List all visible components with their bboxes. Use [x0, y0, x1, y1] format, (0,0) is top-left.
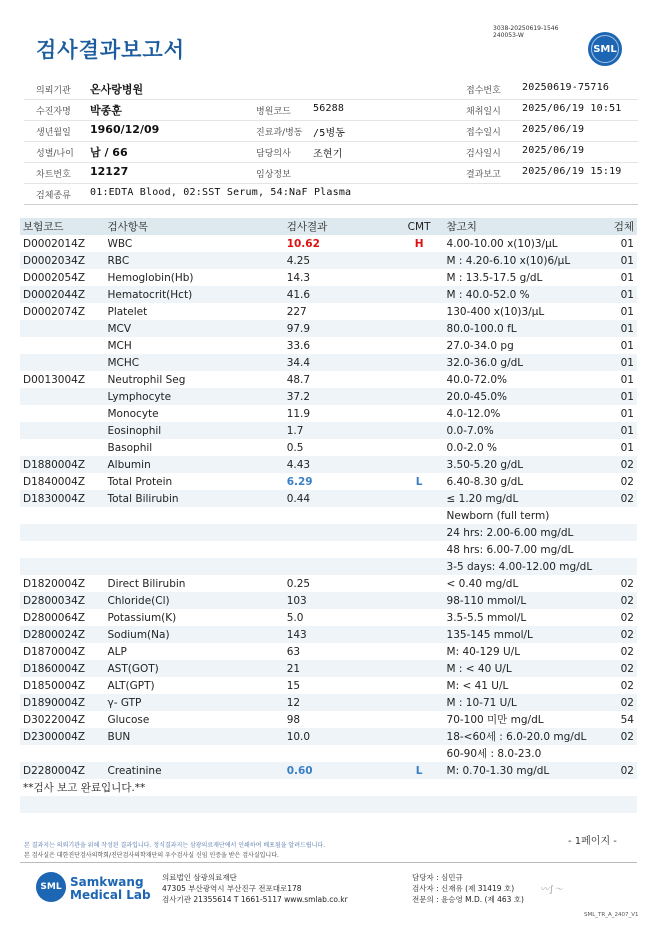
dept-label: 진료과/병동 [256, 128, 303, 138]
cell-result: 227 [286, 305, 307, 318]
hospital-label: 의뢰기관 [36, 86, 71, 96]
cell-code: D0002054Z [23, 271, 86, 284]
cell-code: D3022004Z [23, 713, 86, 726]
chart-label: 차트번호 [36, 170, 71, 180]
header-code: 보험코드 [20, 218, 105, 235]
cell-result: 1.7 [284, 422, 395, 439]
table-row [20, 524, 637, 541]
cell-code [20, 422, 105, 439]
cell-code [20, 354, 105, 371]
table-row [20, 337, 637, 354]
cell-name: Hemoglobin(Hb) [107, 271, 194, 284]
cell-code: D0013004Z [23, 373, 86, 386]
cell-result: 11.9 [286, 407, 311, 420]
cell-name: Hematocrit(Hct) [105, 286, 284, 303]
table-row [20, 694, 637, 711]
cell-result: 97.9 [284, 320, 395, 337]
cell-result: 63 [286, 645, 301, 658]
cell-code [20, 558, 105, 575]
cell-code [20, 320, 105, 337]
cell-ref: M : 10-71 U/L [444, 694, 609, 711]
cell-ref: 6.40-8.30 g/dL [446, 475, 524, 488]
sex-age-value: 남 / 66 [90, 146, 128, 159]
footer-address [162, 872, 348, 905]
table-row [20, 609, 637, 626]
table-row [20, 490, 637, 507]
cell-spec: 01 [620, 271, 634, 284]
cell-result: 5.0 [286, 611, 304, 624]
footer-staff [412, 872, 524, 905]
empty-band [20, 796, 637, 813]
cell-cmt [395, 592, 444, 609]
cell-cmt [395, 456, 444, 473]
form-code: SML_TR_A_2407_V1 [584, 912, 639, 918]
table-row [20, 388, 637, 405]
table-row [20, 558, 637, 575]
cell-ref: 48 hrs: 6.00-7.00 mg/dL [446, 543, 574, 556]
cell-name [105, 558, 284, 575]
table-row [20, 762, 637, 779]
chart-value: 12127 [90, 165, 129, 178]
cell-name: Albumin [105, 456, 284, 473]
cell-code: D1880004Z [20, 456, 105, 473]
cell-code: D0002034Z [20, 252, 105, 269]
cell-spec: 01 [608, 354, 637, 371]
table-row [20, 745, 637, 762]
cell-cmt [395, 626, 444, 643]
signature-icon: 〰∫〜 [540, 885, 563, 895]
cell-ref: 80.0-100.0 fL [444, 320, 609, 337]
cell-cmt [395, 745, 444, 762]
cell-name: Basophil [107, 441, 153, 454]
cell-code: D1860004Z [20, 660, 105, 677]
collect-label: 채취일시 [466, 107, 501, 117]
cell-result: 37.2 [284, 388, 395, 405]
footer-divider [20, 862, 637, 863]
cell-cmt [395, 609, 444, 626]
cell-code: D2800034Z [20, 592, 105, 609]
cell-result [284, 507, 395, 524]
cell-ref: M : < 40 U/L [444, 660, 609, 677]
info-row [24, 78, 638, 100]
cell-spec: 02 [608, 456, 637, 473]
cell-result: 41.6 [284, 286, 395, 303]
cell-code: D1820004Z [23, 577, 86, 590]
cell-cmt [395, 354, 444, 371]
cell-spec: 02 [608, 592, 637, 609]
cell-spec: 02 [620, 577, 634, 590]
cell-code [20, 524, 105, 541]
cell-name [105, 541, 284, 558]
cell-cmt [395, 490, 444, 507]
cell-name: MCV [105, 320, 284, 337]
cell-ref: < 0.40 mg/dL [446, 577, 519, 590]
cell-name: BUN [105, 728, 284, 745]
cell-ref: 70-100 미만 mg/dL [446, 714, 544, 726]
cell-cmt [395, 711, 444, 728]
cell-code [20, 337, 105, 354]
cell-spec: 02 [608, 694, 637, 711]
cell-cmt [395, 643, 444, 660]
cell-spec: 01 [620, 237, 634, 250]
brand-line2: Medical Lab [70, 888, 151, 902]
staff-line2: 검사자 : 신재유 (제 31419 호) [412, 884, 515, 893]
cell-cmt [395, 439, 444, 456]
cell-spec: 01 [620, 305, 634, 318]
cell-result: 34.4 [284, 354, 395, 371]
cell-ref: 20.0-45.0% [444, 388, 609, 405]
report-time-value: 2025/06/19 15:19 [522, 166, 622, 177]
address-line2: 47305 부산광역시 부산진구 전포대로178 [162, 884, 302, 893]
cell-name [105, 524, 284, 541]
cell-code [20, 388, 105, 405]
cell-spec: 02 [620, 645, 634, 658]
hospital-value: 온사랑병원 [90, 83, 144, 96]
cell-result [284, 558, 395, 575]
cell-code: D1840004Z [23, 475, 86, 488]
cell-spec: 02 [608, 490, 637, 507]
cell-spec: 02 [608, 762, 637, 779]
info-row [24, 120, 638, 142]
cell-cmt [395, 541, 444, 558]
table-row [20, 677, 637, 694]
cell-code: D0002074Z [23, 305, 86, 318]
cell-name: Monocyte [107, 407, 159, 420]
table-row [20, 354, 637, 371]
cell-cmt [395, 405, 444, 422]
cell-ref: ≤ 1.20 mg/dL [444, 490, 609, 507]
table-row [20, 456, 637, 473]
table-row [20, 286, 637, 303]
table-header [20, 218, 637, 235]
table-row [20, 252, 637, 269]
cell-name: Direct Bilirubin [107, 577, 186, 590]
cell-code: D1890004Z [20, 694, 105, 711]
cell-spec: 02 [608, 626, 637, 643]
cell-cmt [395, 303, 444, 320]
cell-name: γ- GTP [105, 694, 284, 711]
cell-code [20, 507, 105, 524]
cell-result: 21 [284, 660, 395, 677]
table-row [20, 575, 637, 592]
doctor-label: 담당의사 [256, 149, 291, 159]
cell-ref: Newborn (full term) [446, 509, 550, 522]
cell-result [284, 541, 395, 558]
cell-spec: 02 [620, 475, 634, 488]
doctor-value: 조현기 [313, 149, 343, 160]
table-row [20, 269, 637, 286]
cell-ref: M : 40.0-52.0 % [444, 286, 609, 303]
report-title: 검사결과보고서 [36, 38, 186, 62]
cell-code [20, 439, 105, 456]
cell-name: RBC [105, 252, 284, 269]
cell-name: Platelet [107, 305, 148, 318]
footer-brand [70, 876, 151, 902]
cell-result: 6.29 [286, 475, 313, 488]
cell-result [284, 745, 395, 762]
completion-text: **검사 보고 완료입니다.** [23, 782, 146, 794]
info-row [24, 162, 638, 184]
cell-cmt: H [414, 237, 424, 250]
cell-cmt [395, 524, 444, 541]
table-row [20, 643, 637, 660]
document-id-line2: 240053-W [493, 32, 524, 39]
cell-cmt [395, 728, 444, 745]
cell-spec [608, 745, 637, 762]
cell-cmt [395, 558, 444, 575]
table-row [20, 371, 637, 388]
cell-ref: 24 hrs: 2.00-6.00 mg/dL [444, 524, 609, 541]
cell-code [20, 541, 105, 558]
test-date-label: 검사일시 [466, 149, 501, 159]
table-row [20, 592, 637, 609]
cell-cmt: L [415, 475, 423, 488]
cell-ref: M: 0.70-1.30 mg/dL [444, 762, 609, 779]
cell-name: ALT(GPT) [107, 679, 155, 692]
cell-code: D2300004Z [20, 728, 105, 745]
cell-name: Glucose [107, 713, 150, 726]
cell-spec: 54 [620, 713, 634, 726]
cell-ref: 0.0-2.0 % [446, 441, 498, 454]
cell-spec: 02 [608, 660, 637, 677]
table-row [20, 541, 637, 558]
cell-ref: 27.0-34.0 pg [446, 339, 514, 352]
cell-spec: 01 [620, 339, 634, 352]
cell-result: 4.43 [284, 456, 395, 473]
cell-spec [608, 541, 637, 558]
table-row [20, 439, 637, 456]
table-row [20, 405, 637, 422]
header-cmt: CMT [395, 218, 444, 235]
cell-result: 10.62 [286, 237, 320, 250]
receipt-no-value: 20250619-75716 [522, 82, 610, 93]
cell-code: D2800024Z [20, 626, 105, 643]
cell-cmt [395, 422, 444, 439]
cell-result: 0.44 [284, 490, 395, 507]
cell-name: Total Bilirubin [105, 490, 284, 507]
dept-value: /5병동 [313, 128, 346, 139]
sml-logo: SML [588, 32, 622, 66]
birth-label: 생년월일 [36, 128, 71, 138]
document-id-line1: 3038-20250619-1546 [493, 25, 559, 32]
cell-name: MCHC [105, 354, 284, 371]
cell-cmt [395, 507, 444, 524]
cell-code: D1870004Z [23, 645, 86, 658]
cell-result: 12 [284, 694, 395, 711]
receipt-date-label: 접수일시 [466, 128, 501, 138]
hosp-code-label: 병원코드 [256, 107, 291, 117]
cell-cmt [395, 575, 444, 592]
specimen-label: 검체종류 [36, 191, 71, 201]
cell-spec: 01 [608, 422, 637, 439]
cell-ref: 3.5-5.5 mmol/L [446, 611, 527, 624]
address-line1: 의료법인 삼광의료재단 [162, 873, 237, 882]
specimen-value: 01:EDTA Blood, 02:SST Serum, 54:NaF Plasma [90, 187, 352, 198]
cell-result: 98 [286, 713, 301, 726]
cell-result: 0.60 [284, 762, 395, 779]
cell-name: Lymphocyte [105, 388, 284, 405]
table-row [20, 235, 637, 252]
cell-code: D1850004Z [23, 679, 86, 692]
cell-ref: 60-90세 : 8.0-23.0 [446, 748, 542, 760]
cell-result: 14.3 [286, 271, 311, 284]
brand-line1: Samkwang [70, 875, 144, 889]
table-row [20, 626, 637, 643]
header-spec: 검체 [608, 218, 637, 235]
cell-name: Chloride(Cl) [105, 592, 284, 609]
hosp-code-value: 56288 [313, 103, 345, 114]
table-row [20, 507, 637, 524]
cell-name: ALP [107, 645, 127, 658]
cell-cmt [395, 660, 444, 677]
cell-code: D1830004Z [20, 490, 105, 507]
info-row [24, 99, 638, 121]
cell-cmt: L [395, 762, 444, 779]
header-ref: 참고치 [444, 218, 609, 235]
cell-ref: 0.0-7.0% [444, 422, 609, 439]
cell-result: 0.25 [286, 577, 311, 590]
cell-name: Creatinine [105, 762, 284, 779]
table-row [20, 473, 637, 490]
cell-ref: M: < 41 U/L [446, 679, 509, 692]
collect-value: 2025/06/19 10:51 [522, 103, 622, 114]
staff-line1: 담당자 : 심민규 [412, 873, 463, 882]
table-row [20, 660, 637, 677]
cell-ref: 98-110 mmol/L [444, 592, 609, 609]
table-row [20, 320, 637, 337]
cell-name: Neutrophil Seg [107, 373, 186, 386]
cell-cmt [395, 269, 444, 286]
cell-spec [608, 507, 637, 524]
cell-cmt [395, 371, 444, 388]
header-result: 검사결과 [284, 218, 395, 235]
completion-row [20, 779, 637, 796]
cell-code: D0002044Z [20, 286, 105, 303]
address-line3: 검사기관 21355614 T 1661-5117 www.smlab.co.kr [162, 895, 348, 904]
sex-age-label: 성별/나이 [36, 149, 74, 159]
cell-ref: 3-5 days: 4.00-12.00 mg/dL [444, 558, 609, 575]
cell-cmt [395, 320, 444, 337]
cell-result: 15 [286, 679, 301, 692]
cell-cmt [395, 677, 444, 694]
cell-name: Sodium(Na) [105, 626, 284, 643]
cell-cmt [395, 252, 444, 269]
cell-code: D2280004Z [20, 762, 105, 779]
cell-name [105, 745, 284, 762]
staff-line3: 전문의 : 윤승영 M.D. (제 463 호) [412, 895, 524, 904]
cell-spec [608, 558, 637, 575]
cell-spec: 02 [620, 679, 634, 692]
cell-spec: 01 [620, 441, 634, 454]
cell-result: 103 [284, 592, 395, 609]
table-row [20, 728, 637, 745]
footer-sml-logo: SML [36, 872, 66, 902]
cell-cmt [395, 388, 444, 405]
table-row [20, 711, 637, 728]
cell-spec [608, 524, 637, 541]
name-value: 박종훈 [90, 104, 122, 117]
cell-code [20, 405, 105, 422]
cell-spec: 01 [608, 388, 637, 405]
cell-name: MCH [107, 339, 132, 352]
test-date-value: 2025/06/19 [522, 145, 585, 156]
cell-spec: 02 [620, 611, 634, 624]
cell-name: AST(GOT) [105, 660, 284, 677]
receipt-no-label: 접수번호 [466, 86, 501, 96]
cell-ref: 135-145 mmol/L [444, 626, 609, 643]
cell-ref: 3.50-5.20 g/dL [444, 456, 609, 473]
cell-ref: M: 40-129 U/L [446, 645, 521, 658]
cell-name: Total Protein [107, 475, 173, 488]
receipt-date-value: 2025/06/19 [522, 124, 585, 135]
cell-result: 33.6 [286, 339, 311, 352]
table-row [20, 422, 637, 439]
birth-value: 1960/12/09 [90, 123, 160, 136]
cell-spec: 01 [608, 320, 637, 337]
notice-1: 본 결과지는 의뢰기관을 위해 작성된 결과입니다. 정식결과지는 삼광의료재단에서 인쇄하여 배포됨을 알려드립니다. [24, 842, 326, 849]
cell-result: 10.0 [284, 728, 395, 745]
cell-name: WBC [107, 237, 133, 250]
report-time-label: 결과보고 [466, 170, 501, 180]
cell-spec: 01 [620, 373, 634, 386]
cell-name [105, 507, 284, 524]
cell-spec: 02 [608, 728, 637, 745]
notice-2: 본 검사실은 대한진단검사의학회/진단검사의학재단의 우수검사실 신임 인증을 받은 검사실입니다. [24, 852, 279, 859]
header-name: 검사항목 [105, 218, 284, 235]
cell-code [20, 745, 105, 762]
cell-ref: 40.0-72.0% [446, 373, 508, 386]
cell-code: D2800064Z [23, 611, 86, 624]
clinical-label: 임상정보 [256, 170, 291, 180]
cell-spec: 01 [608, 252, 637, 269]
cell-cmt [395, 286, 444, 303]
cell-ref: 4.0-12.0% [446, 407, 501, 420]
cell-spec: 01 [620, 407, 634, 420]
cell-cmt [395, 694, 444, 711]
cell-ref: 4.00-10.00 x(10)3/μL [446, 237, 558, 250]
cell-name: Potassium(K) [107, 611, 177, 624]
info-row [24, 141, 638, 163]
cell-code: D0002014Z [23, 237, 86, 250]
page-number: - 1페이지 - [568, 836, 617, 847]
document-id [493, 25, 558, 39]
cell-result: 4.25 [284, 252, 395, 269]
cell-ref: M : 13.5-17.5 g/dL [446, 271, 543, 284]
info-row [24, 183, 638, 205]
cell-result: 0.5 [286, 441, 304, 454]
name-label: 수진자명 [36, 107, 71, 117]
cell-name: Eosinophil [105, 422, 284, 439]
cell-spec: 01 [608, 286, 637, 303]
cell-ref: 130-400 x(10)3/μL [446, 305, 545, 318]
cell-cmt [395, 337, 444, 354]
cell-result [284, 524, 395, 541]
cell-ref: 32.0-36.0 g/dL [444, 354, 609, 371]
cell-ref: M : 4.20-6.10 x(10)6/μL [444, 252, 609, 269]
table-row [20, 303, 637, 320]
cell-result: 48.7 [286, 373, 311, 386]
results-table [20, 218, 637, 796]
cell-result: 143 [284, 626, 395, 643]
cell-ref: 18-<60세 : 6.0-20.0 mg/dL [444, 728, 609, 745]
